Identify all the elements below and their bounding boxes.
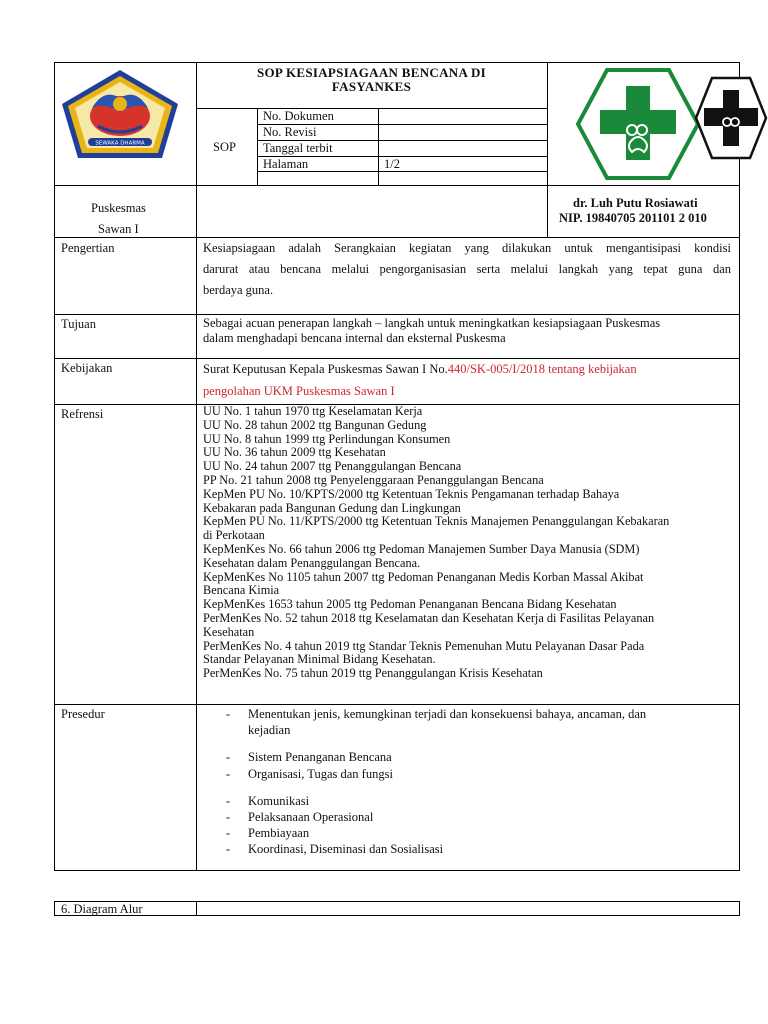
tujuan-line: dalam menghadapi bencana internal dan eksternal Puskesma <box>203 331 506 345</box>
pengertian-line: berdaya guna. <box>203 283 274 297</box>
doc-number-label: No. Dokumen <box>263 109 334 123</box>
reference-line: PerMenKes No. 52 tahun 2018 ttg Keselamatan dan Kesehatan Kerja di Fasilitas Pelayanan <box>203 610 655 625</box>
bullet-dash: - <box>226 794 231 808</box>
reference-line: Bencana Kimia <box>203 583 280 598</box>
reference-line: KepMen PU No. 10/KPTS/2000 ttg Ketentuan Teknis Pengamanan terhadap Bahaya <box>203 486 620 501</box>
reference-line: Standar Pelayanan Minimal Bidang Kesehatan. <box>203 652 436 667</box>
procedure-item: - Menentukan jenis, kemungkinan terjadi dan konsekuensi bahaya, ancaman, dan kejadian <box>226 707 647 737</box>
bullet-dash: - <box>226 707 231 721</box>
sop-title-line1: SOP KESIAPSIAGAAN BENCANA DI <box>256 65 487 80</box>
reference-line: UU No. 8 tahun 1999 ttg Perlindungan Konsumen <box>203 431 451 446</box>
pengertian-label: Pengertian <box>61 241 115 255</box>
sop-title-line2: FASYANKES <box>331 79 412 94</box>
bullet-dash: - <box>226 842 231 856</box>
puskesmas-cross-logo <box>576 68 700 180</box>
regency-seal-logo <box>58 68 182 160</box>
page-value: 1/2 <box>384 157 400 171</box>
bullet-dash: - <box>226 750 231 764</box>
reference-line: KepMenKes No. 66 tahun 2006 ttg Pedoman Manajemen Sumber Daya Manusia (SDM) <box>203 541 640 556</box>
page-label: Halaman <box>263 157 309 171</box>
issue-date-label: Tanggal terbit <box>263 141 333 155</box>
sop-label: SOP <box>213 140 236 154</box>
refrensi-label: Refrensi <box>61 407 104 421</box>
tujuan-label: Tujuan <box>61 317 96 331</box>
kebijakan-text: Surat Keputusan Kepala Puskesmas Sawan I No. <box>203 362 448 376</box>
pengertian-line: Kesiapsiagaan adalah Serangkaian kegiatan yang dilakukan untuk mengantisipasi kondisi <box>203 241 731 255</box>
reference-line: di Perkotaan <box>203 528 265 543</box>
tujuan-line: Sebagai acuan penerapan langkah – langkah untuk meningkatkan kesiapsiagaan Puskesmas <box>203 316 661 330</box>
reference-line: PerMenKes No. 75 tahun 2019 ttg Penanggulangan Krisis Kesehatan <box>203 666 543 681</box>
org-name-line1: Puskesmas <box>91 201 146 215</box>
org-name-line2: Sawan I <box>98 222 139 236</box>
reference-line: Kebakaran pada Bangunan Gedung dan Lingkungan <box>203 500 461 515</box>
kebijakan-line2: pengolahan UKM Puskesmas Sawan I <box>203 384 395 398</box>
reference-line: UU No. 24 tahun 2007 ttg Penanggulangan Bencana <box>203 459 462 474</box>
procedure-item: - Komunikasi <box>226 794 310 808</box>
signatory-name: dr. Luh Putu Rosiawati <box>573 196 698 210</box>
presedur-label: Presedur <box>61 707 105 721</box>
bullet-dash: - <box>226 810 231 824</box>
kebijakan-label: Kebijakan <box>61 361 113 375</box>
diagram-label: 6. Diagram Alur <box>61 902 143 916</box>
refrensi-list <box>203 405 669 681</box>
reference-line: Kesehatan dalam Penanggulangan Bencana. <box>203 555 421 570</box>
reference-line: UU No. 1 tahun 1970 ttg Keselamatan Kerja <box>203 404 423 418</box>
kemenkes-cross-logo <box>694 76 768 160</box>
bullet-dash: - <box>226 826 231 840</box>
bullet-dash: - <box>226 767 231 781</box>
reference-line: PP No. 21 tahun 2008 ttg Penyelenggaraan Penanggulangan Bencana <box>203 472 544 487</box>
signatory-nip: NIP. 19840705 201101 2 010 <box>559 211 707 225</box>
kebijakan-line1 <box>203 362 637 376</box>
reference-line: KepMenKes 1653 tahun 2005 ttg Pedoman Penanganan Bencana Bidang Kesehatan <box>203 597 617 612</box>
procedure-item: - Koordinasi, Diseminasi dan Sosialisasi <box>226 842 444 856</box>
reference-line: KepMen PU No. 11/KPTS/2000 ttg Ketentuan Teknis Manajemen Penanggulangan Kebakaran <box>203 514 670 529</box>
procedure-item: - Sistem Penanganan Bencana <box>226 750 392 764</box>
procedure-item: - Pelaksanaan Operasional <box>226 810 374 824</box>
kebijakan-decree-ref: 440/SK-005/I/2018 tentang kebijakan <box>447 362 637 376</box>
pengertian-line: darurat atau bencana melalui pengorganisasian serta melalui langkah yang tepat guna dan <box>203 262 731 276</box>
svg-text:SEWAKA DHARMA: SEWAKA DHARMA <box>95 140 145 147</box>
reference-line: UU No. 36 tahun 2009 ttg Kesehatan <box>203 445 386 460</box>
reference-line: Kesehatan <box>203 624 255 639</box>
procedure-item: - Pembiayaan <box>226 826 310 840</box>
procedure-item: - Organisasi, Tugas dan fungsi <box>226 767 393 781</box>
reference-line: UU No. 28 tahun 2002 ttg Bangunan Gedung <box>203 417 427 432</box>
reference-line: KepMenKes No 1105 tahun 2007 ttg Pedoman Penanganan Medis Korban Massal Akibat <box>203 569 644 584</box>
reference-line: PerMenKes No. 4 tahun 2019 ttg Standar Teknis Pemenuhan Mutu Pelayanan Dasar Pada <box>203 638 645 653</box>
revision-label: No. Revisi <box>263 125 317 139</box>
